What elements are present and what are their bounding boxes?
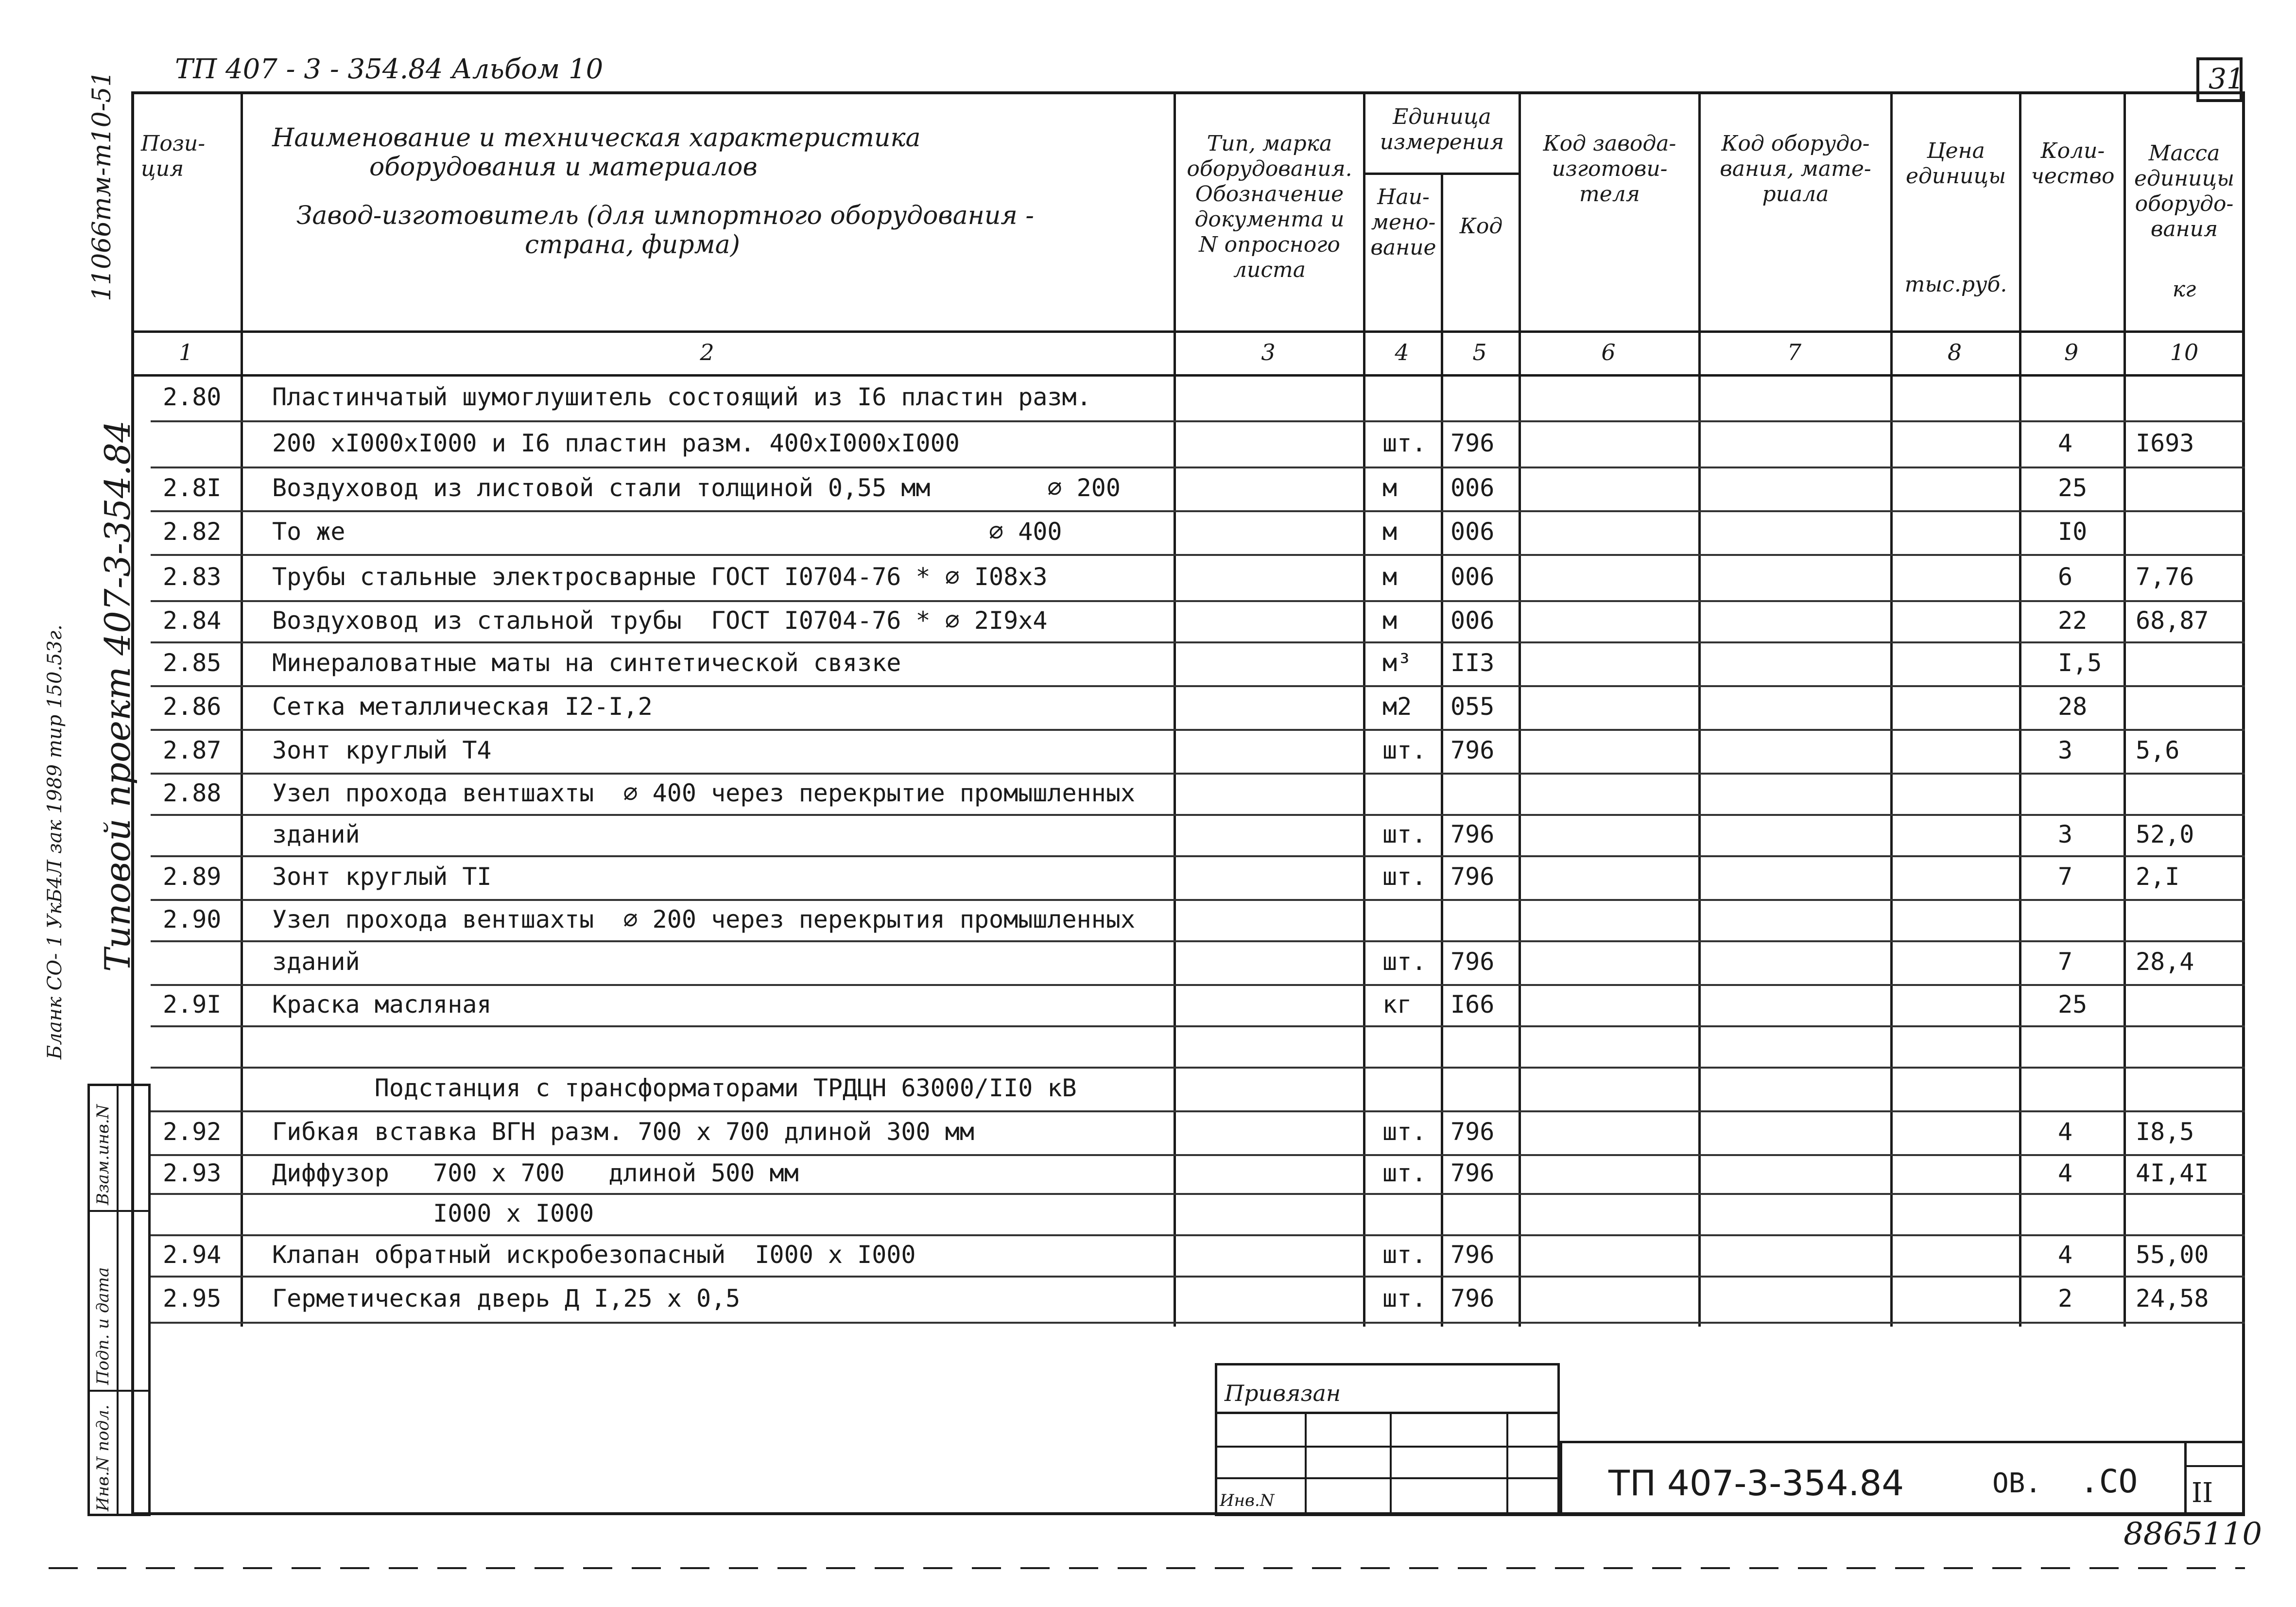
row-position: 2.8I [163,474,222,502]
row-unit-code: 796 [1450,1240,1495,1269]
row-position: 2.85 [163,649,222,677]
column-number: 1 [178,339,193,365]
row-unit: шт. [1382,863,1427,891]
stamp-vzam: Взам.инв.N [93,1104,113,1205]
document-code: ТП 407 - 3 - 354.84 Альбом 10 [175,53,604,85]
column-number: 9 [2064,339,2079,365]
row-mass: 2,I [2136,863,2180,891]
col-name-header-1: Наименование и техническая характеристика [272,123,921,153]
row-unit-code: 796 [1450,429,1495,457]
row-quantity: 4 [2058,429,2073,457]
col-name-header-4: страна, фирма) [525,230,740,259]
row-quantity: 3 [2058,736,2073,764]
row-mass: 5,6 [2136,736,2180,764]
row-name: Краска масляная [272,990,492,1019]
row-unit-code: 006 [1450,474,1495,502]
row-position: 2.84 [163,606,222,635]
col-mass-unit: кг [2172,277,2196,302]
row-name: Диффузор 700 х 700 длиной 500 мм [272,1159,799,1187]
row-unit: шт. [1382,820,1427,848]
row-name: Трубы стальные электросварные ГОСТ I0704-76 * ⌀ I08х3 [272,562,1048,591]
stamp-ov: ОВ. [1992,1468,2042,1499]
row-unit: шт. [1382,1118,1427,1146]
row-quantity: I0 [2058,518,2088,546]
column-number: 4 [1395,339,1409,365]
row-unit-code: 796 [1450,736,1495,764]
inventory-code: 11066тм-т10-51 [87,70,117,301]
row-unit: м [1382,474,1398,502]
row-quantity: 25 [2058,990,2088,1019]
col-unit-name-header: Наи- мено- вание [1370,185,1436,260]
row-mass: 68,87 [2136,606,2209,635]
row-name: То же ⌀ 400 [272,518,1062,546]
row-name: Зонт круглый ТI [272,863,492,891]
project-title: Типовой проект 407-3-354.84 [97,420,138,972]
row-name: I000 х I000 [272,1199,594,1227]
row-name: Герметическая дверь Д I,25 х 0,5 [272,1284,741,1313]
row-unit-code: 796 [1450,1284,1495,1313]
cut-line [49,1567,2245,1569]
row-name: Воздуховод из стальной трубы ГОСТ I0704-76 * ⌀ 2I9х4 [272,606,1048,635]
stamp-inv-label: Инв.N [1220,1491,1275,1510]
row-unit-code: 796 [1450,948,1495,976]
row-position: 2.87 [163,736,222,764]
row-quantity: 25 [2058,474,2088,502]
row-unit: м2 [1382,692,1412,721]
row-unit: шт. [1382,1284,1427,1313]
row-position: 2.94 [163,1240,222,1269]
col-unit-code-header: Код [1459,214,1503,239]
row-unit: м [1382,518,1398,546]
col-equip-code-header: Код оборудо- вания, мате- риала [1720,131,1871,207]
row-name: Сетка металлическая I2-I,2 [272,692,653,721]
col-mass-header: Масса единицы оборудо- вания [2134,141,2235,242]
row-unit-code: II3 [1450,649,1495,677]
row-quantity: 3 [2058,820,2073,848]
privyazan-label: Привязан [1225,1380,1341,1406]
col-qty-header: Коли- чество [2031,138,2115,189]
row-quantity: 4 [2058,1240,2073,1269]
sheet-number: 31 [2209,62,2244,95]
column-number: 2 [700,339,714,365]
stamp-doc-code: ТП 407-3-354.84 [1608,1463,1904,1503]
row-unit: шт. [1382,736,1427,764]
column-number: 8 [1947,339,1962,365]
column-number: 6 [1601,339,1616,365]
row-unit: кг [1382,990,1412,1019]
row-name: Пластинчатый шумоглушитель состоящий из I6 пластин разм. [272,382,1091,411]
archive-number: 8865110 [2123,1516,2262,1552]
row-name: Воздуховод из листовой стали толщиной 0,55 мм ⌀ 200 [272,474,1121,502]
column-number: 10 [2170,339,2199,365]
row-unit: м [1382,606,1398,635]
stamp-inv: Инв.N подл. [93,1404,113,1511]
row-quantity: I,5 [2058,649,2102,677]
row-name: Клапан обратный искробезопасный I000 х I000 [272,1240,916,1269]
row-unit-code: I66 [1450,990,1495,1019]
row-position: 2.92 [163,1118,222,1146]
row-name: Подстанция с трансформаторами ТРДЦН 63000/II0 кВ [272,1074,1077,1102]
stamp-co: .СО [2080,1463,2138,1500]
row-position: 2.9I [163,990,222,1019]
row-mass: I8,5 [2136,1118,2194,1146]
col-maker-code-header: Код завода- изготови- теля [1543,131,1676,207]
row-unit-code: 006 [1450,562,1495,591]
row-quantity: 7 [2058,863,2073,891]
row-name: 200 хI000хI000 и I6 пластин разм. 400хI000хI000 [272,429,960,457]
row-mass: 55,00 [2136,1240,2209,1269]
row-quantity: 7 [2058,948,2073,976]
row-mass: I693 [2136,429,2194,457]
row-unit: шт. [1382,948,1427,976]
row-position: 2.80 [163,382,222,411]
row-mass: 28,4 [2136,948,2194,976]
row-quantity: 2 [2058,1284,2073,1313]
row-position: 2.90 [163,905,222,933]
col-name-header-3: Завод-изготовитель (для импортного оборудования - [296,201,1034,230]
col-unit-group-header: Единица измерения [1380,104,1504,155]
row-mass: 24,58 [2136,1284,2209,1313]
row-unit: м [1382,562,1398,591]
row-quantity: 4 [2058,1118,2073,1146]
row-unit-code: 796 [1450,863,1495,891]
row-mass: 52,0 [2136,820,2194,848]
row-unit-code: 796 [1450,820,1495,848]
col-price-unit: тыс.руб. [1904,272,2007,297]
row-mass: 4I,4I [2136,1159,2209,1187]
stamp-sheet: II [2192,1477,2213,1509]
row-position: 2.95 [163,1284,222,1313]
stamp-sign: Подп. и дата [93,1267,113,1385]
row-unit-code: 006 [1450,518,1495,546]
column-number: 7 [1787,339,1802,365]
row-name: Гибкая вставка ВГН разм. 700 х 700 длиной 300 мм [272,1118,974,1146]
row-unit-code: 006 [1450,606,1495,635]
row-position: 2.83 [163,562,222,591]
col-price-header: Цена единицы [1905,138,2006,189]
row-name: зданий [272,820,360,848]
row-mass: 7,76 [2136,562,2194,591]
row-quantity: 6 [2058,562,2073,591]
column-number: 3 [1261,339,1276,365]
col-pos-header: Пози- ция [141,131,206,181]
row-position: 2.89 [163,863,222,891]
row-name: Минераловатные маты на синтетической связке [272,649,901,677]
row-unit: шт. [1382,1159,1427,1187]
row-quantity: 28 [2058,692,2088,721]
row-unit: шт. [1382,1240,1427,1269]
row-position: 2.93 [163,1159,222,1187]
row-name: зданий [272,948,360,976]
row-quantity: 22 [2058,606,2088,635]
row-position: 2.82 [163,518,222,546]
row-unit-code: 055 [1450,692,1495,721]
column-number: 5 [1472,339,1487,365]
col-name-header-2: оборудования и материалов [369,153,758,182]
row-quantity: 4 [2058,1159,2073,1187]
row-position: 2.88 [163,778,222,807]
row-name: Узел прохода вентшахты ⌀ 200 через перекрытия промышленных [272,905,1136,933]
row-unit: м³ [1382,649,1412,677]
row-unit-code: 796 [1450,1118,1495,1146]
row-position: 2.86 [163,692,222,721]
blank-code: Бланк СО- 1 УкБ4Л зак 1989 тир 150.53г. [44,624,66,1059]
col-type-header: Тип, марка оборудования. Обозначение документа и N опросного листа [1187,131,1352,282]
row-name: Зонт круглый Т4 [272,736,492,764]
row-name: Узел прохода вентшахты ⌀ 400 через перекрытие промышленных [272,778,1136,807]
row-unit-code: 796 [1450,1159,1495,1187]
row-unit: шт. [1382,429,1427,457]
